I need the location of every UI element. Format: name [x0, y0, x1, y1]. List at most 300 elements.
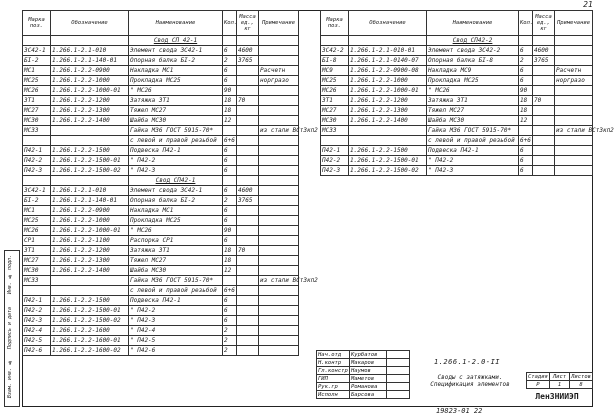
cell-designation: 1.266.1-2.2-1000 — [51, 76, 129, 86]
cell-note — [555, 56, 593, 66]
cell-mark: МС26 — [23, 226, 51, 236]
section-row — [321, 36, 593, 46]
cell-mass — [237, 86, 259, 96]
approval-person: Наумов — [350, 367, 387, 375]
table-row — [23, 106, 299, 116]
table-row — [321, 126, 593, 136]
cell-mass — [237, 296, 259, 306]
cell-designation — [349, 36, 427, 46]
cell-qty: 6 — [223, 236, 237, 246]
table-row — [23, 166, 299, 176]
cell-empty — [533, 36, 555, 46]
table-row — [23, 156, 299, 166]
cell-mark: БI-8 — [321, 56, 349, 66]
cell-qty: 2 — [223, 326, 237, 336]
cell-mass — [533, 156, 555, 166]
cell-mass — [533, 146, 555, 156]
cell-qty: 2 — [223, 346, 237, 356]
cell-designation: 1.266.1-2.2-1500-02 — [51, 316, 129, 326]
approval-role: Нач.отд — [317, 351, 350, 359]
approval-row — [317, 367, 410, 375]
cell-mark — [23, 176, 51, 186]
cell-mass — [237, 306, 259, 316]
cell-qty: 90 — [519, 86, 533, 96]
page-number: 21 — [583, 0, 593, 9]
cell-mark: БI-2 — [23, 196, 51, 206]
cell-designation: 1.266.1-2.2-1600-01 — [51, 336, 129, 346]
cell-mark: ЗС42-1 — [23, 186, 51, 196]
cell-designation: 1.266.1-2.2-1500-01 — [51, 156, 129, 166]
table-row — [23, 216, 299, 226]
cell-mass — [533, 66, 555, 76]
cell-designation: 1.266.1-2.2-1600 — [51, 326, 129, 336]
cell-designation: 1.266.1-2.1-140-01 — [51, 196, 129, 206]
cell-mass — [533, 86, 555, 96]
sidebar-label: Подпись и дата — [7, 307, 13, 350]
cell-designation: 1.266.1-2.2-1000-01 — [349, 86, 427, 96]
cell-qty: 18 — [223, 106, 237, 116]
cell-qty: 6 — [223, 186, 237, 196]
cell-mass — [237, 76, 259, 86]
table-row — [23, 266, 299, 276]
approval-person: Курбатов — [350, 351, 387, 359]
cell-designation — [51, 36, 129, 46]
cell-note — [555, 146, 593, 156]
cell-qty: 6 — [223, 146, 237, 156]
cell-note — [259, 56, 299, 66]
cell-mass — [237, 256, 259, 266]
cell-name: Шайба МС30 — [427, 116, 519, 126]
cell-note — [259, 86, 299, 96]
cell-mark: МС30 — [23, 116, 51, 126]
document-code: 1.266.1-2.0-II — [434, 358, 501, 366]
cell-empty — [555, 36, 593, 46]
document-title: Своды с затяжками. Спецификация элементов — [430, 374, 510, 388]
cell-empty — [237, 176, 259, 186]
cell-note — [259, 296, 299, 306]
sheets-label: Листов — [571, 373, 591, 380]
cell-mark — [321, 136, 349, 146]
cell-note — [259, 196, 299, 206]
cell-mass — [237, 66, 259, 76]
approval-row — [317, 383, 410, 391]
cell-name: Прокладка МС25 — [129, 216, 223, 226]
cell-designation: 1.266.1-2.1-010-01 — [349, 46, 427, 56]
cell-mass — [237, 106, 259, 116]
cell-mark: П42-2 — [23, 306, 51, 316]
cell-mark: МС30 — [23, 266, 51, 276]
cell-name: Затяжка ЗТ1 — [427, 96, 519, 106]
approval-signature — [387, 359, 410, 367]
cell-mark — [23, 136, 51, 146]
cell-mark — [23, 36, 51, 46]
approval-row — [317, 375, 410, 383]
table-row — [23, 296, 299, 306]
cell-mass — [237, 336, 259, 346]
approval-row — [317, 391, 410, 399]
cell-qty: 90 — [223, 86, 237, 96]
cell-mass — [237, 266, 259, 276]
cell-designation: 1.266.1-2.2-1500 — [51, 146, 129, 156]
cell-mark: МС25 — [23, 76, 51, 86]
cell-designation: 1.266.1-2.2-1000 — [349, 76, 427, 86]
cell-name: Накладка МС1 — [129, 66, 223, 76]
cell-mark: ЗС42-1 — [23, 46, 51, 56]
cell-mass — [237, 276, 259, 286]
cell-designation: 1.266.1-2.2-1000 — [51, 216, 129, 226]
cell-qty: 6 — [519, 156, 533, 166]
cell-name: с левой и правой резьбой — [129, 136, 223, 146]
cell-mass: 70 — [533, 96, 555, 106]
cell-note — [259, 216, 299, 226]
cell-mark: МС33 — [23, 126, 51, 136]
cell-note — [259, 336, 299, 346]
cell-designation: 1.266.1-2.2-1500-01 — [51, 306, 129, 316]
cell-designation: 1.266.1-2.2-1500 — [51, 296, 129, 306]
cell-qty: 6 — [223, 206, 237, 216]
footer-number: 19823-01 22 — [436, 407, 483, 415]
cell-mark: МС1 — [23, 206, 51, 216]
table-row — [23, 66, 299, 76]
table-row — [23, 186, 299, 196]
table-row — [23, 206, 299, 216]
cell-designation: 1.266.1-2.2-1500 — [349, 146, 427, 156]
approval-person: Маметов — [350, 375, 387, 383]
cell-designation — [51, 276, 129, 286]
cell-mark: МС25 — [23, 216, 51, 226]
cell-designation — [51, 126, 129, 136]
cell-name: Шайба МС30 — [129, 266, 223, 276]
cell-name: Тяжел МС27 — [129, 106, 223, 116]
table-row — [321, 46, 593, 56]
cell-name: " П42-4 — [129, 326, 223, 336]
cell-empty — [259, 176, 299, 186]
cell-designation: 1.266.1-2.2-1200 — [349, 96, 427, 106]
table-row — [321, 86, 593, 96]
cell-mark — [321, 36, 349, 46]
table-row — [23, 46, 299, 56]
table-row — [23, 146, 299, 156]
cell-note — [555, 96, 593, 106]
cell-designation: 1.266.1-2.2-1400 — [51, 266, 129, 276]
approval-row — [317, 359, 410, 367]
cell-mark: МС1 — [23, 66, 51, 76]
cell-note — [259, 206, 299, 216]
cell-mark: МС27 — [23, 256, 51, 266]
table-row — [23, 336, 299, 346]
cell-name: Опорная балка БI-2 — [129, 56, 223, 66]
cell-designation: 1.266.1-2.1-010 — [51, 46, 129, 56]
cell-designation: 1.266.1-2.2-0900 — [51, 206, 129, 216]
cell-mass: 4600 — [237, 186, 259, 196]
table-row — [23, 226, 299, 236]
table-row — [23, 256, 299, 266]
cell-note — [259, 136, 299, 146]
cell-qty: 6 — [519, 166, 533, 176]
approval-person: Романова — [350, 383, 387, 391]
cell-mark: П42-1 — [23, 296, 51, 306]
cell-designation: 1.266.1-2.1-010 — [51, 186, 129, 196]
cell-note: норгразо — [555, 76, 593, 86]
sheets-value: 8 — [570, 381, 593, 389]
approval-role: Гл.констр — [318, 367, 348, 374]
cell-mass — [533, 76, 555, 86]
cell-designation: 1.266.1-2.2-1100 — [51, 236, 129, 246]
cell-name: Гайка М36 ГОСТ 5915-70* — [129, 126, 223, 136]
table-row — [321, 166, 593, 176]
cell-designation — [51, 176, 129, 186]
table-row — [23, 346, 299, 356]
spec-table-left — [22, 10, 318, 356]
cell-note — [259, 316, 299, 326]
cell-qty: 12 — [519, 116, 533, 126]
table-row — [321, 156, 593, 166]
cell-mark: П42-3 — [321, 166, 349, 176]
section-row — [23, 176, 299, 186]
cell-mark: П42-2 — [321, 156, 349, 166]
cell-name: Накладка МС9 — [427, 66, 519, 76]
cell-note — [555, 166, 593, 176]
sidebar-label: Взам. инв. № — [7, 359, 13, 399]
sheet-value: 1 — [549, 381, 569, 389]
cell-name: Элемент свода ЗС42-1 — [129, 186, 223, 196]
cell-note — [259, 326, 299, 336]
cell-note — [259, 106, 299, 116]
cell-mass — [533, 126, 555, 136]
approval-row — [317, 351, 410, 359]
cell-mass: 3765 — [237, 56, 259, 66]
col-header-designation: Обозначение — [349, 11, 427, 36]
cell-mark: П42-4 — [23, 326, 51, 336]
cell-mass — [237, 326, 259, 336]
approval-person: Макаров — [350, 359, 387, 367]
cell-name: " МС26 — [129, 86, 223, 96]
approval-role: ГИП — [317, 375, 350, 383]
table-row — [23, 306, 299, 316]
cell-qty: 6 — [223, 216, 237, 226]
cell-note — [555, 86, 593, 96]
cell-mass: 4600 — [237, 46, 259, 56]
cell-mass — [237, 226, 259, 236]
approval-signature — [387, 367, 410, 375]
stage-table — [526, 372, 593, 389]
cell-qty: 18 — [223, 96, 237, 106]
col-header-qty: Кол. — [223, 11, 237, 36]
table-row — [23, 136, 299, 146]
cell-empty — [223, 176, 237, 186]
table-row — [23, 116, 299, 126]
cell-qty: 2 — [519, 56, 533, 66]
cell-qty: 6 — [223, 166, 237, 176]
col-header-mass: Масса ед., кг — [237, 11, 259, 36]
cell-qty: 18 — [223, 256, 237, 266]
cell-mass — [533, 116, 555, 126]
cell-qty: 6 — [519, 46, 533, 56]
cell-mark — [23, 286, 51, 296]
cell-name: Элемент свода ЗС42-1 — [129, 46, 223, 56]
approval-table — [316, 350, 410, 399]
col-header-mark: Марка поз. — [321, 11, 349, 36]
cell-designation: 1.266.1-2.2-1600-02 — [51, 346, 129, 356]
col-header-mass: Масса ед., кг — [533, 11, 555, 36]
table-row — [23, 246, 299, 256]
cell-designation: 1.266.1-2.2-1200 — [51, 246, 129, 256]
table-row — [321, 66, 593, 76]
cell-qty: 6+6 — [224, 286, 235, 294]
cell-mass — [533, 166, 555, 176]
cell-designation: 1.266.1-2.2-1300 — [51, 106, 129, 116]
cell-qty: 6 — [223, 296, 237, 306]
stage-value: Р — [527, 381, 550, 389]
cell-designation — [349, 136, 427, 146]
cell-designation: 1.266.1-2.2-1500-02 — [51, 166, 129, 176]
cell-name: Подвеска П42-1 — [129, 146, 223, 156]
cell-note — [259, 156, 299, 166]
cell-note — [259, 116, 299, 126]
cell-mark: МС26 — [23, 86, 51, 96]
cell-note — [259, 166, 299, 176]
cell-note: Расчетн — [555, 66, 593, 76]
cell-note: из стали ВСт3кп2 — [260, 126, 318, 134]
cell-mass — [237, 146, 259, 156]
sidebar-label: Инв. № подл. — [7, 255, 13, 295]
table-row — [23, 236, 299, 246]
cell-empty — [519, 36, 533, 46]
sheet-label: Лист — [549, 373, 569, 381]
table-row — [23, 56, 299, 66]
cell-mark: П42-1 — [321, 146, 349, 156]
cell-mass: 70 — [237, 96, 259, 106]
table-row — [23, 96, 299, 106]
table-row — [321, 116, 593, 126]
approval-signature — [387, 375, 410, 383]
cell-name: с левой и правой резьбой — [129, 286, 223, 296]
binding-sidebar — [4, 250, 20, 407]
cell-qty: 90 — [223, 226, 237, 236]
cell-mark: ЗС42-2 — [321, 46, 349, 56]
cell-qty: 2 — [223, 196, 237, 206]
table-row — [23, 196, 299, 206]
cell-mark: МС33 — [23, 276, 51, 286]
cell-designation — [51, 286, 129, 296]
cell-mass — [237, 166, 259, 176]
cell-name: Подвеска П42-1 — [427, 146, 519, 156]
cell-designation: 1.266.1-2.2-1500-02 — [349, 166, 427, 176]
cell-designation: 1.266.1-2.2-1400 — [51, 116, 129, 126]
cell-designation: 1.266.1-2.2-1200 — [51, 96, 129, 106]
cell-mark: МС27 — [321, 106, 349, 116]
cell-qty: 12 — [223, 266, 237, 276]
cell-name: Шайба МС30 — [129, 116, 223, 126]
cell-note: из стали ВСт3кп2 — [556, 126, 614, 134]
cell-mark: ЗТ1 — [321, 96, 349, 106]
cell-mass — [237, 126, 259, 136]
cell-mass — [237, 316, 259, 326]
cell-mark: МС9 — [321, 66, 349, 76]
table-row — [321, 96, 593, 106]
cell-qty: 12 — [223, 116, 237, 126]
cell-mark: П42-2 — [23, 156, 51, 166]
stage-label: Стадия — [528, 373, 548, 380]
cell-mark: П42-3 — [23, 316, 51, 326]
cell-mark: МС26 — [321, 86, 349, 96]
cell-note — [259, 186, 299, 196]
cell-note — [259, 256, 299, 266]
col-header-qty: Кол. — [519, 11, 533, 36]
cell-note — [259, 236, 299, 246]
cell-name: Тяжел МС27 — [427, 106, 519, 116]
cell-note — [555, 136, 593, 146]
cell-name: Гайка М36 ГОСТ 5915-70* — [129, 276, 223, 286]
table-row — [23, 316, 299, 326]
table-row — [23, 126, 299, 136]
cell-mark: П42-3 — [23, 166, 51, 176]
col-header-designation: Обозначение — [51, 11, 129, 36]
table-row — [23, 86, 299, 96]
cell-qty: 6+6 — [520, 136, 531, 144]
cell-name: Накладка МС1 — [129, 206, 223, 216]
cell-mass — [237, 216, 259, 226]
approval-signature — [387, 383, 410, 391]
cell-designation: 1.266.1-2.2-1000-01 — [51, 226, 129, 236]
cell-mass: 70 — [237, 246, 259, 256]
table-row — [321, 146, 593, 156]
approval-person: Барсова — [350, 391, 387, 399]
cell-mark: СР1 — [23, 236, 51, 246]
cell-designation: 1.266.1-2.2-0900 — [51, 66, 129, 76]
cell-name: " П42-2 — [427, 156, 519, 166]
cell-name: " МС26 — [427, 86, 519, 96]
approval-role: Рук.гр — [317, 383, 350, 391]
cell-qty: 6 — [519, 66, 533, 76]
cell-name: " П42-3 — [427, 166, 519, 176]
table-row — [23, 326, 299, 336]
cell-qty: 18 — [519, 106, 533, 116]
cell-mark: ЗТ1 — [23, 246, 51, 256]
cell-name: " П42-3 — [129, 316, 223, 326]
cell-name: " П42-5 — [129, 336, 223, 346]
col-header-note: Примечание — [259, 11, 299, 36]
cell-name: Подвеска П42-1 — [129, 296, 223, 306]
cell-mark: П42-1 — [23, 146, 51, 156]
cell-mass: 3765 — [237, 196, 259, 206]
cell-mass — [237, 286, 259, 296]
cell-mark: ЗТ1 — [23, 96, 51, 106]
cell-mass — [237, 206, 259, 216]
cell-note — [259, 286, 299, 296]
cell-mark: МС33 — [321, 126, 349, 136]
cell-name: Гайка М36 ГОСТ 5915-70* — [427, 126, 519, 136]
cell-mass — [533, 106, 555, 116]
cell-name: с левой и правой резьбой — [427, 136, 519, 146]
cell-name: " П42-2 — [129, 156, 223, 166]
table-row — [23, 276, 299, 286]
cell-name: " МС26 — [129, 226, 223, 236]
cell-qty: 6 — [223, 316, 237, 326]
cell-note — [555, 46, 593, 56]
cell-qty: 18 — [223, 246, 237, 256]
approval-role: Исполн — [317, 391, 350, 399]
cell-qty: 2 — [223, 56, 237, 66]
cell-mark: БI-2 — [23, 56, 51, 66]
cell-mark: П42-6 — [23, 346, 51, 356]
cell-designation — [51, 136, 129, 146]
cell-note: Расчетн — [259, 66, 299, 76]
approval-role: Н.контр — [317, 359, 350, 367]
col-header-name: Наименование — [427, 11, 519, 36]
approval-signature — [387, 391, 410, 399]
cell-empty — [237, 36, 259, 46]
